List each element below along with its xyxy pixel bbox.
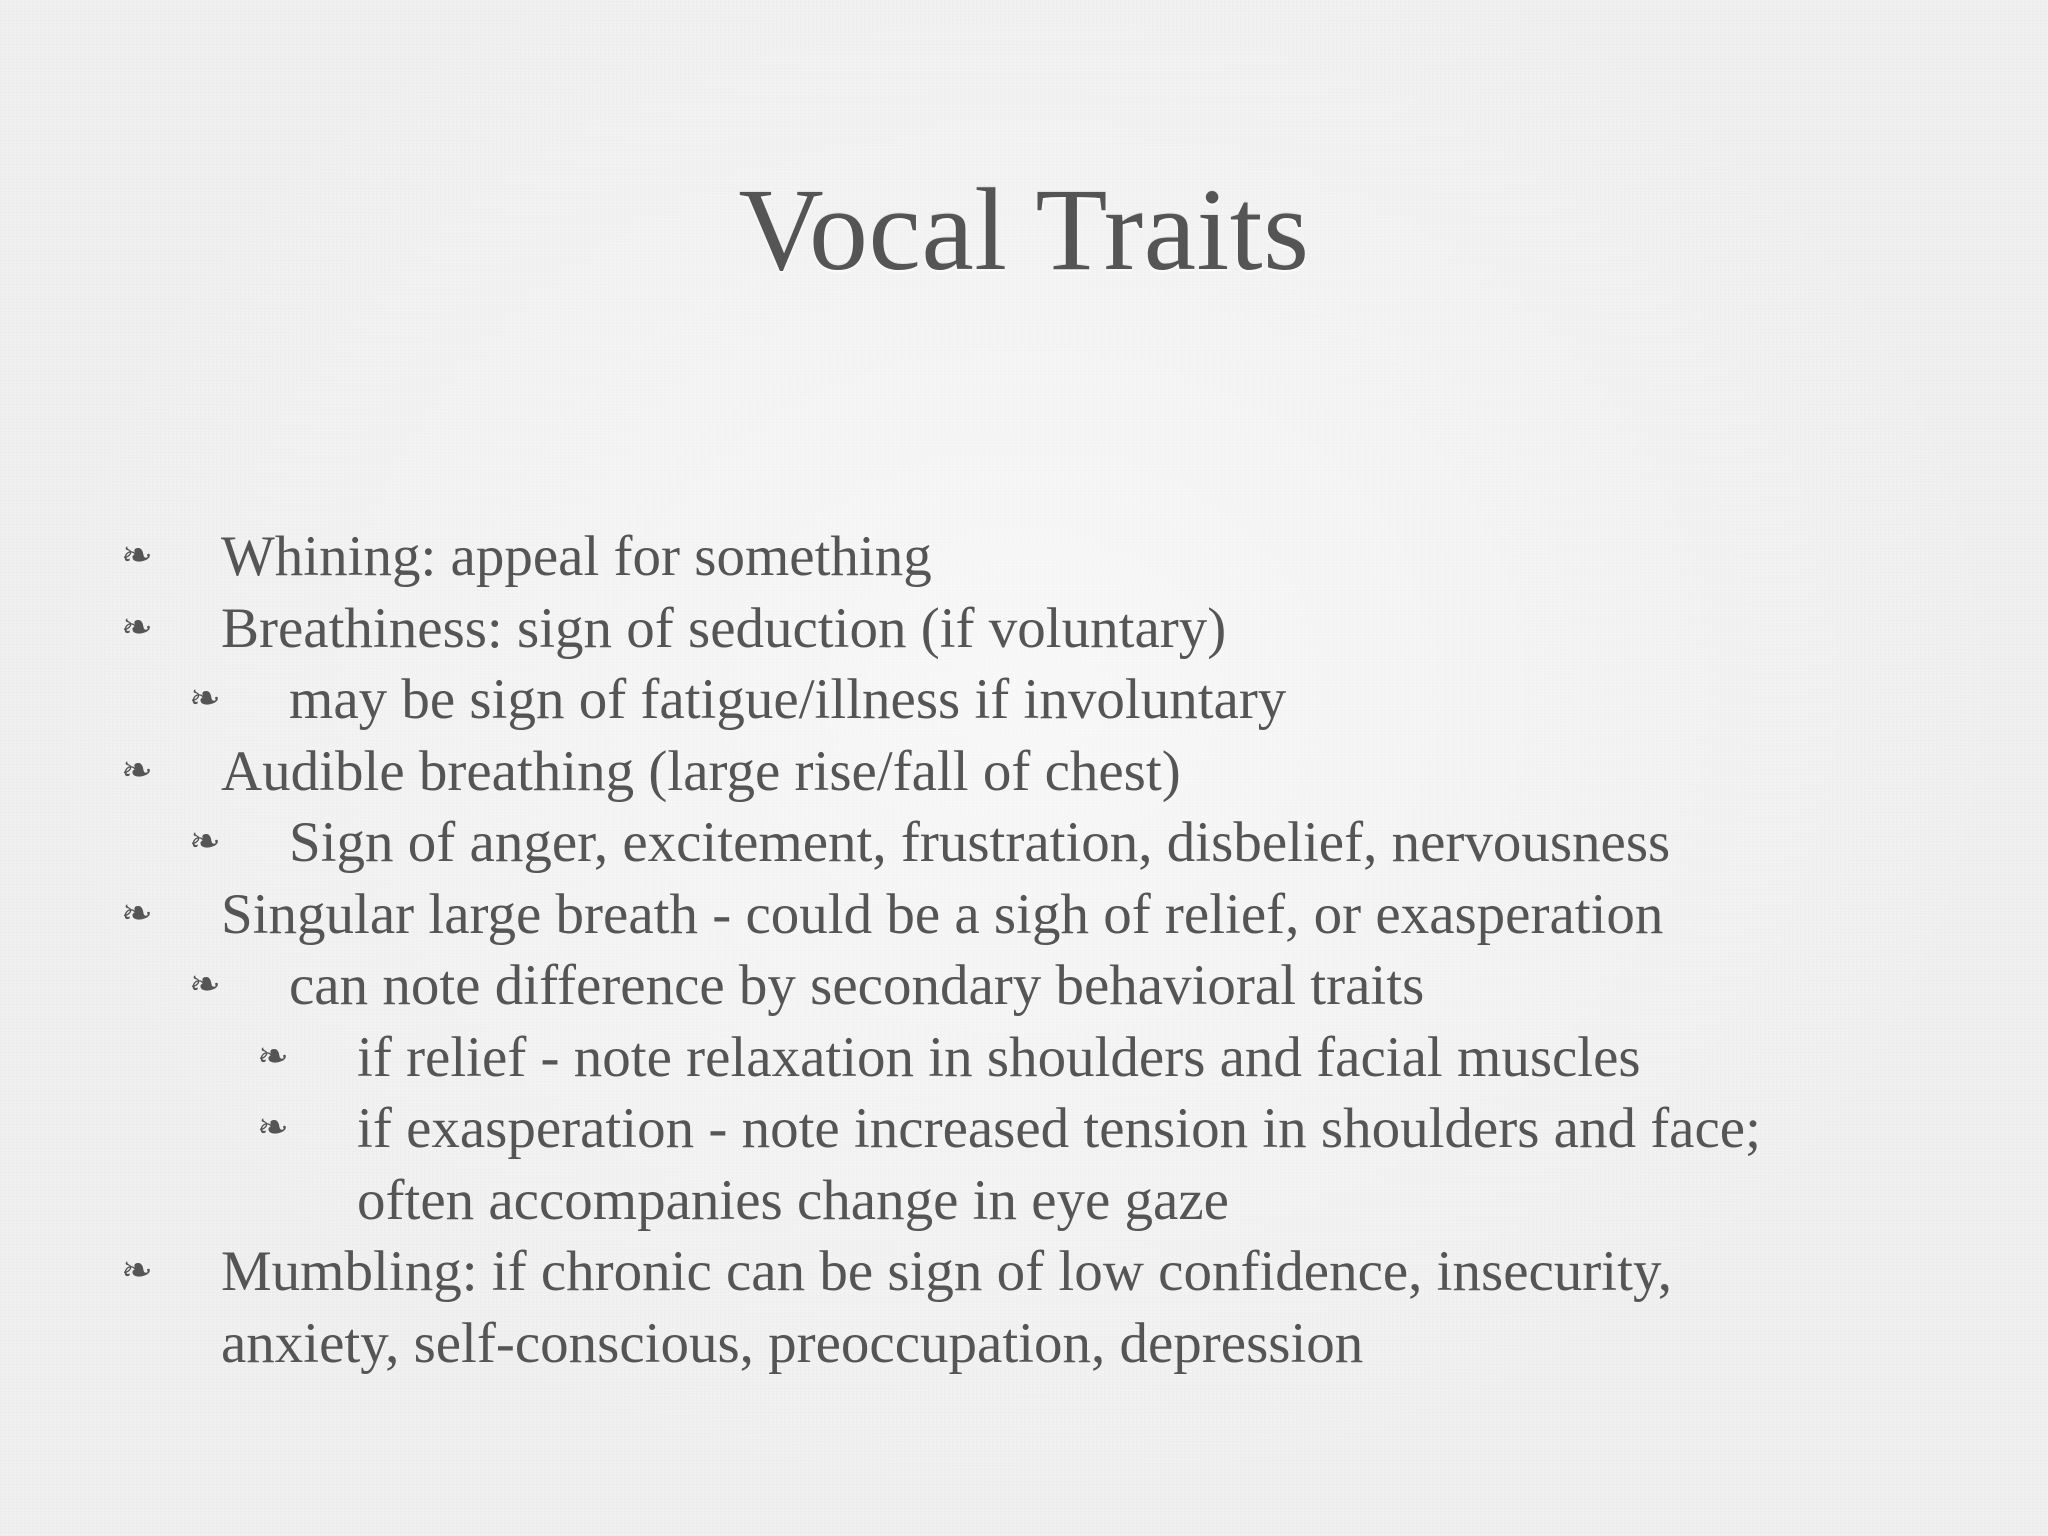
floral-heart-bullet-icon: ❧ — [257, 1035, 289, 1078]
bullet-text: Sign of anger, excitement, frustration, disbelief, nervousness — [289, 811, 1671, 874]
bullet-item — [0, 879, 2048, 951]
bullet-item — [0, 521, 2048, 593]
bullet-text: if relief - note relaxation in shoulders and facial muscles — [357, 1025, 1641, 1089]
floral-heart-bullet-icon: ❧ — [189, 678, 221, 720]
sub-bullet-item — [0, 664, 2048, 736]
floral-heart-bullet-icon: ❧ — [121, 749, 153, 792]
bullet-text: may be sign of fatigue/illness if involuntary — [289, 668, 1287, 731]
bullet-text-continuation: often accompanies change in eye gaze — [357, 1168, 1229, 1232]
sub-sub-bullet-item — [0, 1093, 2048, 1236]
floral-heart-bullet-icon: ❧ — [189, 964, 221, 1006]
sub-sub-bullet-item — [0, 1022, 2048, 1094]
floral-heart-bullet-icon: ❧ — [189, 821, 221, 863]
sub-bullet-item — [0, 950, 2048, 1022]
bullet-item — [0, 1236, 2048, 1379]
bullet-text: if exasperation - note increased tension in shoulders and face; — [357, 1097, 1761, 1160]
bullet-text: can note difference by secondary behavioral traits — [289, 954, 1425, 1017]
sub-bullet-item — [0, 807, 2048, 879]
floral-heart-bullet-icon: ❧ — [121, 606, 153, 649]
bullet-list — [0, 521, 2048, 1379]
floral-heart-bullet-icon: ❧ — [121, 535, 153, 577]
floral-heart-bullet-icon: ❧ — [121, 1250, 153, 1292]
bullet-text: Audible breathing (large rise/fall of chest) — [221, 739, 1181, 803]
slide-title: Vocal Traits — [738, 164, 1310, 295]
bullet-item — [0, 593, 2048, 665]
bullet-text-continuation: anxiety, self-conscious, preoccupation, depression — [221, 1311, 1364, 1375]
bullet-text: Whining: appeal for something — [221, 525, 932, 588]
bullet-text: Breathiness: sign of seduction (if voluntary) — [221, 596, 1227, 660]
bullet-item — [0, 736, 2048, 808]
floral-heart-bullet-icon: ❧ — [121, 892, 153, 935]
bullet-text: Mumbling: if chronic can be sign of low confidence, insecurity, — [221, 1240, 1672, 1303]
floral-heart-bullet-icon: ❧ — [257, 1107, 289, 1149]
bullet-text: Singular large breath - could be a sigh of relief, or exasperation — [221, 882, 1664, 946]
